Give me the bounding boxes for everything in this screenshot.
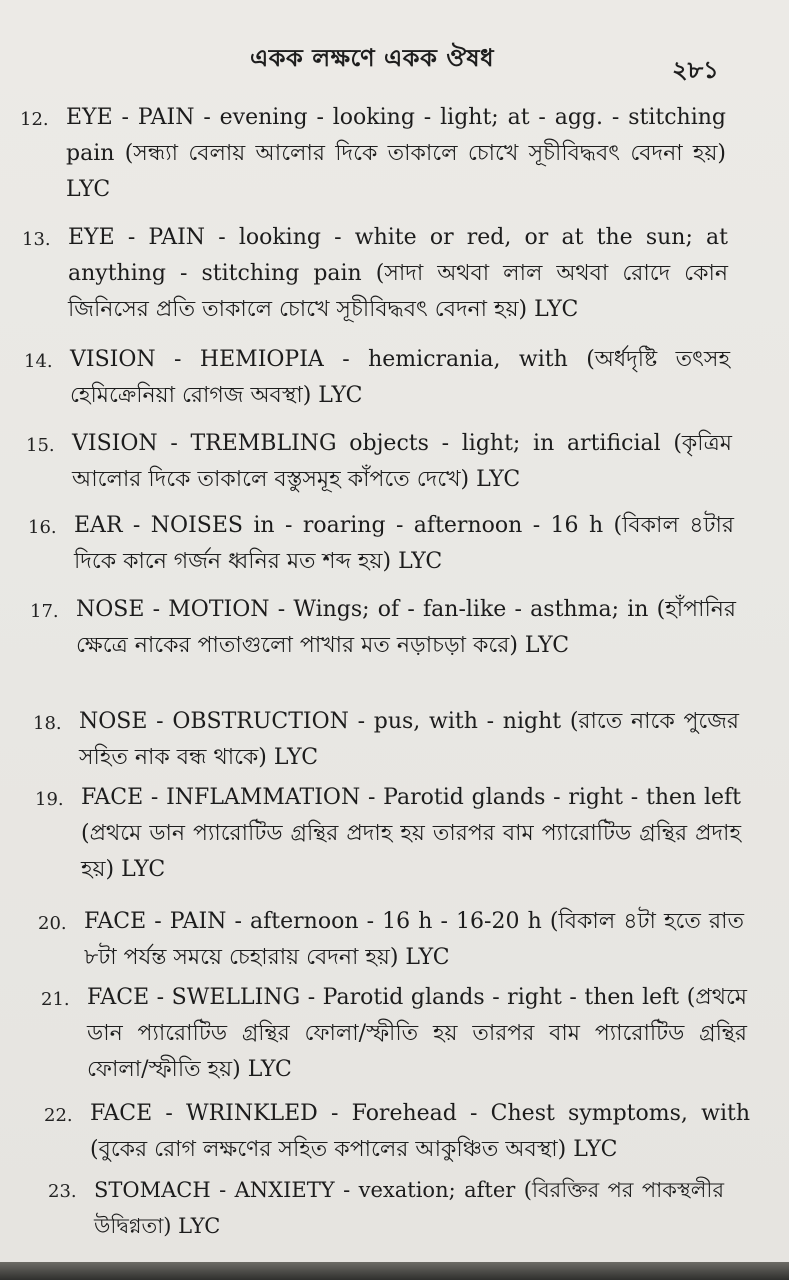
list-item [44,1096,750,1168]
entry-number: 20. [38,913,67,934]
entry-text: VISION - TREMBLING objects - light; in artificial (কৃত্রিম আলোর দিকে তাকালে বস্তুসমূহ কাঁপতে দেখে) LYC [72,431,732,492]
entry-text: NOSE - OBSTRUCTION - pus, with - night (রাতে নাকে পুজের সহিত নাক বন্ধ থাকে) LYC [79,709,739,770]
entry-number: 23. [48,1181,77,1202]
entry-text: FACE - WRINKLED - Forehead - Chest symptoms, with (বুকের রোগ লক্ষণের সহিত কপালের আকুঞ্চিত অবস্থা) LYC [90,1101,750,1162]
entry-text: VISION - HEMIOPIA - hemicrania, with (অর্ধদৃষ্টি তৎসহ হেমিক্রেনিয়া রোগজ অবস্থা) LYC [70,347,730,408]
entry-text: FACE - PAIN - afternoon - 16 h - 16-20 h (বিকাল ৪টা হতে রাত ৮টা পর্যন্ত সময়ে চেহারায় বেদনা হয়) LYC [84,909,744,970]
list-item [30,592,736,664]
list-item [20,100,726,208]
running-title: একক লক্ষণে একক ঔষধ [250,43,495,72]
page-edge-shadow [0,1262,789,1280]
list-item [48,1172,724,1244]
list-item [24,342,730,414]
entry-number: 15. [26,435,55,456]
list-item [41,980,747,1088]
list-item [22,220,728,328]
page-number: ২৮১ [672,55,719,84]
entry-number: 21. [41,989,70,1010]
list-item [26,426,732,498]
entry-number: 17. [30,601,59,622]
entry-number: 14. [24,351,53,372]
list-item [38,904,744,976]
entry-text: EAR - NOISES in - roaring - afternoon - 16 h (বিকাল ৪টার দিকে কানে গর্জন ধ্বনির মত শব্দ হয়) LYC [74,513,734,574]
entry-text: NOSE - MOTION - Wings; of - fan-like - asthma; in (হাঁপানির ক্ষেত্রে নাকের পাতাগুলো পাখার মত নড়াচড়া করে) LYC [76,597,736,658]
list-item [33,704,739,776]
list-item [35,780,741,888]
entry-number: 16. [28,517,57,538]
entry-number: 19. [35,789,64,810]
entry-number: 12. [20,109,49,130]
entry-text: EYE - PAIN - looking - white or red, or at the sun; at anything - stitching pain (সাদা অথবা লাল অথবা রোদে কোন জিনিসের প্রতি তাকালে চোখে সূচীবিদ্ধবৎ বেদনা হয়) LYC [68,225,728,322]
list-item [28,508,734,580]
entry-number: 18. [33,713,62,734]
entry-text: FACE - SWELLING - Parotid glands - right - then left (প্রথমে ডান প্যারোটিড গ্রন্থির ফোলা/স্ফীতি হয় তারপর বাম প্যারোটিড গ্রন্থির ফোলা/স্ফীতি হয়) LYC [87,985,747,1082]
entry-text: FACE - INFLAMMATION - Parotid glands - right - then left (প্রথমে ডান প্যারোটিড গ্রন্থির প্রদাহ হয় তারপর বাম প্যারোটিড গ্রন্থির প্রদাহ হয়) LYC [81,785,741,882]
entry-text: EYE - PAIN - evening - looking - light; at - agg. - stitching pain (সন্ধ্যা বেলায় আলোর দিকে তাকালে চোখে সূচীবিদ্ধবৎ বেদনা হয়) LYC [66,105,726,202]
entry-number: 22. [44,1105,73,1126]
entry-number: 13. [22,229,51,250]
entry-text: STOMACH - ANXIETY - vexation; after (বিরক্তির পর পাকস্থলীর উদ্বিগ্নতা) LYC [94,1178,724,1238]
